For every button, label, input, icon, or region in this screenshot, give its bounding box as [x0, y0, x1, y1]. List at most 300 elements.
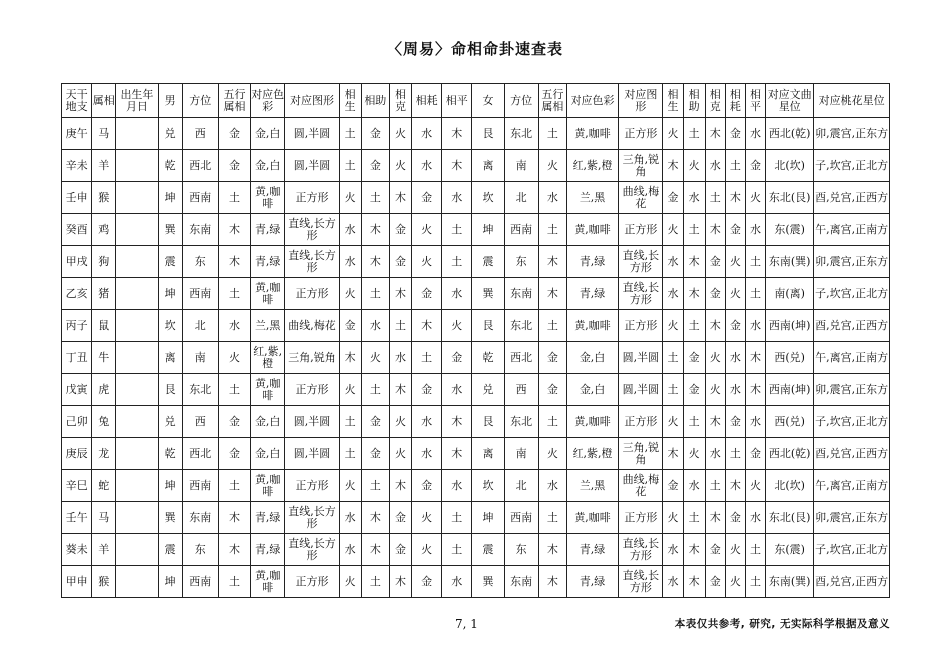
table-cell: 火: [663, 502, 683, 534]
table-cell: 西: [182, 406, 218, 438]
table-cell: 火: [339, 182, 361, 214]
column-header: 五行属相: [538, 84, 566, 118]
table-cell: [116, 246, 158, 278]
table-cell: 木: [218, 214, 250, 246]
header-row: [62, 84, 890, 118]
table-cell: 丙子: [62, 310, 92, 342]
table-cell: 火: [745, 470, 765, 502]
table-cell: 木: [705, 118, 725, 150]
table-cell: 水: [745, 502, 765, 534]
table-cell: 土: [538, 502, 566, 534]
table-cell: 艮: [472, 406, 504, 438]
table-cell: 蛇: [92, 470, 116, 502]
table-cell: 金: [538, 374, 566, 406]
table-cell: 正方形: [619, 214, 663, 246]
table-cell: 黄,咖啡: [566, 502, 618, 534]
table-cell: 土: [705, 182, 725, 214]
table-cell: 水: [663, 246, 683, 278]
table-cell: 土: [442, 502, 472, 534]
table-cell: [116, 406, 158, 438]
table-cell: 子,坎宫,正北方: [814, 150, 890, 182]
table-cell: 土: [683, 502, 705, 534]
table-cell: 坤: [472, 214, 504, 246]
table-cell: 西南: [504, 502, 538, 534]
table-cell: [116, 278, 158, 310]
table-cell: [116, 342, 158, 374]
column-header: 相平: [745, 84, 765, 118]
table-cell: 土: [339, 150, 361, 182]
table-row: [62, 470, 890, 502]
table-cell: 兰,黑: [566, 470, 618, 502]
table-cell: 金: [725, 406, 745, 438]
table-cell: 震: [158, 534, 182, 566]
table-cell: 黄,咖啡: [251, 278, 285, 310]
table-cell: 东北: [504, 310, 538, 342]
table-cell: 午,离宫,正南方: [814, 470, 890, 502]
column-header: 相生: [339, 84, 361, 118]
table-cell: 乾: [158, 438, 182, 470]
table-cell: 水: [412, 438, 442, 470]
table-row: [62, 342, 890, 374]
table-cell: 水: [538, 182, 566, 214]
table-cell: 木: [538, 278, 566, 310]
table-cell: 土: [361, 182, 389, 214]
table-cell: 土: [218, 566, 250, 598]
table-cell: 兑: [158, 406, 182, 438]
table-cell: 巽: [158, 502, 182, 534]
table-cell: 鸡: [92, 214, 116, 246]
column-header: 相耗: [412, 84, 442, 118]
table-cell: 土: [339, 118, 361, 150]
table-cell: 西(兑): [766, 406, 814, 438]
table-cell: 金: [442, 342, 472, 374]
table-cell: 木: [218, 534, 250, 566]
table-cell: 木: [389, 374, 411, 406]
table-cell: 曲线,梅花: [619, 470, 663, 502]
table-cell: 木: [538, 534, 566, 566]
table-cell: 圆,半圆: [285, 150, 339, 182]
table-cell: 西南: [182, 566, 218, 598]
table-cell: 土: [412, 342, 442, 374]
table-cell: 金: [218, 406, 250, 438]
table-cell: 金: [725, 502, 745, 534]
table-cell: 东: [182, 246, 218, 278]
table-cell: 黄,咖啡: [566, 310, 618, 342]
lookup-table: [61, 83, 890, 598]
table-cell: 卯,震宫,正东方: [814, 374, 890, 406]
table-cell: [116, 438, 158, 470]
table-cell: 土: [339, 406, 361, 438]
table-cell: [116, 310, 158, 342]
table-cell: 火: [538, 438, 566, 470]
table-cell: 圆,半圆: [285, 118, 339, 150]
table-cell: 木: [361, 214, 389, 246]
table-cell: 火: [538, 150, 566, 182]
table-cell: 圆,半圆: [285, 406, 339, 438]
column-header: 属相: [92, 84, 116, 118]
table-cell: 正方形: [285, 182, 339, 214]
table-cell: 东南: [504, 278, 538, 310]
table-cell: 东北: [504, 118, 538, 150]
table-cell: 东北: [182, 374, 218, 406]
page-number: 7, 1: [455, 617, 478, 631]
table-cell: [116, 566, 158, 598]
table-cell: 金: [361, 150, 389, 182]
table-cell: 木: [663, 150, 683, 182]
table-cell: 辛未: [62, 150, 92, 182]
table-cell: 火: [412, 246, 442, 278]
table-cell: 火: [705, 342, 725, 374]
table-cell: 木: [683, 566, 705, 598]
table-cell: 圆,半圆: [619, 374, 663, 406]
table-cell: 金: [389, 502, 411, 534]
table-cell: 土: [683, 310, 705, 342]
table-cell: 辛巳: [62, 470, 92, 502]
table-cell: 巽: [472, 566, 504, 598]
table-cell: 壬午: [62, 502, 92, 534]
table-cell: 金: [412, 182, 442, 214]
table-cell: 土: [389, 310, 411, 342]
table-cell: 东: [504, 534, 538, 566]
table-cell: 火: [389, 118, 411, 150]
table-cell: 土: [663, 342, 683, 374]
table-cell: 金: [389, 214, 411, 246]
table-cell: 正方形: [285, 470, 339, 502]
table-cell: 土: [705, 470, 725, 502]
table-cell: 金: [705, 278, 725, 310]
table-cell: 火: [725, 534, 745, 566]
table-cell: 土: [442, 534, 472, 566]
table-cell: 土: [663, 374, 683, 406]
table-cell: 土: [442, 214, 472, 246]
table-cell: 正方形: [619, 406, 663, 438]
table-cell: 正方形: [285, 566, 339, 598]
table-cell: 东北(艮): [766, 502, 814, 534]
table-cell: 金: [412, 470, 442, 502]
table-cell: 震: [158, 246, 182, 278]
table-cell: 羊: [92, 534, 116, 566]
table-cell: 土: [745, 534, 765, 566]
table-cell: 西北(乾): [766, 438, 814, 470]
table-cell: 西南: [182, 278, 218, 310]
table-cell: 木: [442, 438, 472, 470]
table-cell: 子,坎宫,正北方: [814, 278, 890, 310]
table-cell: 水: [412, 406, 442, 438]
table-cell: 火: [725, 246, 745, 278]
column-header: 男: [158, 84, 182, 118]
table-cell: 水: [705, 438, 725, 470]
table-cell: 土: [218, 470, 250, 502]
table-cell: 牛: [92, 342, 116, 374]
table-cell: 木: [745, 342, 765, 374]
table-cell: 水: [745, 214, 765, 246]
table-cell: 青,绿: [566, 278, 618, 310]
table-cell: 土: [361, 374, 389, 406]
table-cell: 西北: [504, 342, 538, 374]
table-cell: 龙: [92, 438, 116, 470]
table-cell: 红,紫,橙: [251, 342, 285, 374]
table-cell: 水: [663, 566, 683, 598]
table-cell: 酉,兑宫,正西方: [814, 566, 890, 598]
table-cell: [116, 502, 158, 534]
table-cell: 火: [218, 342, 250, 374]
table-cell: 直线,长方形: [619, 534, 663, 566]
table-cell: 乙亥: [62, 278, 92, 310]
table-cell: 木: [725, 470, 745, 502]
table-cell: 水: [218, 310, 250, 342]
table-cell: 土: [538, 214, 566, 246]
table-cell: 兰,黑: [566, 182, 618, 214]
table-cell: 西南(坤): [766, 374, 814, 406]
table-cell: 土: [745, 246, 765, 278]
table-cell: 水: [745, 406, 765, 438]
column-header: 女: [472, 84, 504, 118]
table-cell: 木: [218, 246, 250, 278]
table-cell: 金: [705, 566, 725, 598]
table-cell: 甲戌: [62, 246, 92, 278]
table-cell: 三角,锐角: [619, 438, 663, 470]
table-cell: 木: [361, 534, 389, 566]
table-cell: 坤: [158, 470, 182, 502]
table-cell: 西南: [504, 214, 538, 246]
table-cell: 火: [745, 182, 765, 214]
table-cell: 乾: [472, 342, 504, 374]
table-cell: 水: [725, 342, 745, 374]
table-cell: 庚辰: [62, 438, 92, 470]
table-cell: 木: [705, 214, 725, 246]
table-cell: 黄,咖啡: [566, 214, 618, 246]
table-row: [62, 438, 890, 470]
table-cell: 金: [725, 118, 745, 150]
table-cell: 水: [442, 374, 472, 406]
table-cell: 东南: [182, 214, 218, 246]
column-header: 相生: [663, 84, 683, 118]
table-cell: 木: [389, 470, 411, 502]
table-cell: 水: [683, 470, 705, 502]
table-cell: 木: [389, 278, 411, 310]
table-row: [62, 406, 890, 438]
table-row: [62, 310, 890, 342]
table-cell: 南: [504, 150, 538, 182]
table-cell: 水: [412, 118, 442, 150]
table-cell: 水: [389, 342, 411, 374]
column-header: 对应文曲星位: [766, 84, 814, 118]
disclaimer-note: 本表仅共参考, 研究, 无实际科学根据及意义: [674, 618, 890, 630]
table-cell: 坎: [472, 182, 504, 214]
table-cell: 酉,兑宫,正西方: [814, 310, 890, 342]
table-cell: 金: [361, 406, 389, 438]
table-cell: 巽: [158, 214, 182, 246]
table-cell: 水: [442, 566, 472, 598]
table-row: [62, 566, 890, 598]
table-cell: 水: [339, 502, 361, 534]
table-cell: 壬申: [62, 182, 92, 214]
table-cell: 火: [663, 214, 683, 246]
table-cell: 庚午: [62, 118, 92, 150]
table-cell: 土: [745, 566, 765, 598]
table-cell: [116, 374, 158, 406]
table-cell: 火: [663, 310, 683, 342]
table-cell: 木: [361, 246, 389, 278]
table-cell: 金: [663, 470, 683, 502]
table-cell: 东: [182, 534, 218, 566]
table-cell: 直线,长方形: [285, 534, 339, 566]
table-cell: 金: [218, 438, 250, 470]
table-cell: 鼠: [92, 310, 116, 342]
table-cell: 土: [339, 438, 361, 470]
table-cell: 东(震): [766, 534, 814, 566]
table-cell: 西北: [182, 150, 218, 182]
table-cell: 北: [182, 310, 218, 342]
table-cell: 土: [683, 406, 705, 438]
column-header: 对应桃花星位: [814, 84, 890, 118]
page-title: 〈周易〉命相命卦速查表: [386, 40, 563, 58]
column-header: 对应色彩: [566, 84, 618, 118]
table-cell: 土: [538, 118, 566, 150]
table-cell: 水: [538, 470, 566, 502]
table-cell: 西: [182, 118, 218, 150]
column-header: 对应色彩: [251, 84, 285, 118]
table-cell: 木: [683, 278, 705, 310]
table-cell: 木: [705, 502, 725, 534]
table-cell: 金,白: [251, 438, 285, 470]
table-cell: 卯,震宫,正东方: [814, 246, 890, 278]
table-cell: 水: [745, 118, 765, 150]
table-cell: 水: [412, 150, 442, 182]
table-cell: 火: [663, 406, 683, 438]
table-cell: 西北: [182, 438, 218, 470]
column-header: 相平: [442, 84, 472, 118]
table-cell: 水: [361, 310, 389, 342]
table-cell: 东北(艮): [766, 182, 814, 214]
table-cell: 三角,锐角: [285, 342, 339, 374]
table-cell: 土: [745, 278, 765, 310]
table-cell: 火: [725, 278, 745, 310]
table-cell: 木: [339, 342, 361, 374]
table-cell: 兰,黑: [251, 310, 285, 342]
table-cell: 火: [683, 150, 705, 182]
table-cell: 猴: [92, 182, 116, 214]
table-cell: 土: [442, 246, 472, 278]
table-row: [62, 182, 890, 214]
table-cell: 火: [412, 214, 442, 246]
column-header: 对应图形: [619, 84, 663, 118]
table-cell: 木: [412, 310, 442, 342]
table-cell: [116, 150, 158, 182]
table-cell: 直线,长方形: [619, 246, 663, 278]
table-cell: 东: [504, 246, 538, 278]
table-cell: 卯,震宫,正东方: [814, 118, 890, 150]
table-cell: 火: [339, 470, 361, 502]
table-cell: 猪: [92, 278, 116, 310]
table-cell: 直线,长方形: [619, 278, 663, 310]
table-cell: 火: [663, 118, 683, 150]
table-row: [62, 150, 890, 182]
table-cell: 木: [705, 310, 725, 342]
table-cell: 艮: [472, 118, 504, 150]
table-cell: 水: [683, 182, 705, 214]
table-cell: 直线,长方形: [619, 566, 663, 598]
table-cell: 木: [389, 182, 411, 214]
table-cell: 正方形: [285, 278, 339, 310]
table-cell: 火: [412, 534, 442, 566]
table-cell: 青,绿: [251, 214, 285, 246]
table-cell: 土: [218, 278, 250, 310]
table-cell: 木: [725, 182, 745, 214]
table-cell: 金: [412, 374, 442, 406]
table-cell: 卯,震宫,正东方: [814, 502, 890, 534]
table-cell: 酉,兑宫,正西方: [814, 438, 890, 470]
table-cell: 坤: [472, 502, 504, 534]
table-cell: 东南(巽): [766, 566, 814, 598]
table-cell: 虎: [92, 374, 116, 406]
table-cell: 癸酉: [62, 214, 92, 246]
table-cell: [116, 214, 158, 246]
table-cell: 土: [218, 374, 250, 406]
table-cell: 青,绿: [251, 502, 285, 534]
table-cell: 水: [339, 214, 361, 246]
column-header: 方位: [504, 84, 538, 118]
column-header: 出生年月日: [116, 84, 158, 118]
table-cell: 木: [705, 406, 725, 438]
table-cell: 艮: [158, 374, 182, 406]
table-cell: 坤: [158, 278, 182, 310]
table-cell: 午,离宫,正南方: [814, 342, 890, 374]
table-cell: 子,坎宫,正北方: [814, 406, 890, 438]
table-cell: 南: [182, 342, 218, 374]
table-row: [62, 502, 890, 534]
table-cell: 金: [683, 342, 705, 374]
table-cell: 黄,咖啡: [251, 566, 285, 598]
table-cell: 金: [725, 214, 745, 246]
table-cell: 木: [745, 374, 765, 406]
table-cell: 火: [339, 374, 361, 406]
table-cell: 离: [472, 438, 504, 470]
table-cell: 震: [472, 534, 504, 566]
table-cell: 金: [218, 150, 250, 182]
table-cell: 青,绿: [566, 534, 618, 566]
table-cell: 土: [683, 118, 705, 150]
table-cell: 黄,咖啡: [251, 470, 285, 502]
table-cell: 木: [683, 246, 705, 278]
column-header: 对应图形: [285, 84, 339, 118]
table-cell: 西: [504, 374, 538, 406]
table-cell: 水: [339, 246, 361, 278]
table-cell: 丁丑: [62, 342, 92, 374]
table-cell: 金: [361, 118, 389, 150]
table-cell: 直线,长方形: [285, 246, 339, 278]
table-cell: 南: [504, 438, 538, 470]
table-cell: 火: [725, 566, 745, 598]
table-cell: 艮: [472, 310, 504, 342]
table-cell: 巽: [472, 278, 504, 310]
table-cell: 猴: [92, 566, 116, 598]
table-cell: 正方形: [619, 310, 663, 342]
table-cell: 火: [389, 406, 411, 438]
table-cell: 土: [725, 438, 745, 470]
table-cell: 北: [504, 182, 538, 214]
table-cell: 木: [538, 246, 566, 278]
table-cell: 马: [92, 502, 116, 534]
column-header: 相耗: [725, 84, 745, 118]
column-header: 相克: [705, 84, 725, 118]
table-cell: 兑: [158, 118, 182, 150]
table-cell: 曲线,梅花: [285, 310, 339, 342]
table-cell: 火: [442, 310, 472, 342]
table-cell: 金: [389, 534, 411, 566]
table-cell: 坎: [158, 310, 182, 342]
table-cell: 己卯: [62, 406, 92, 438]
